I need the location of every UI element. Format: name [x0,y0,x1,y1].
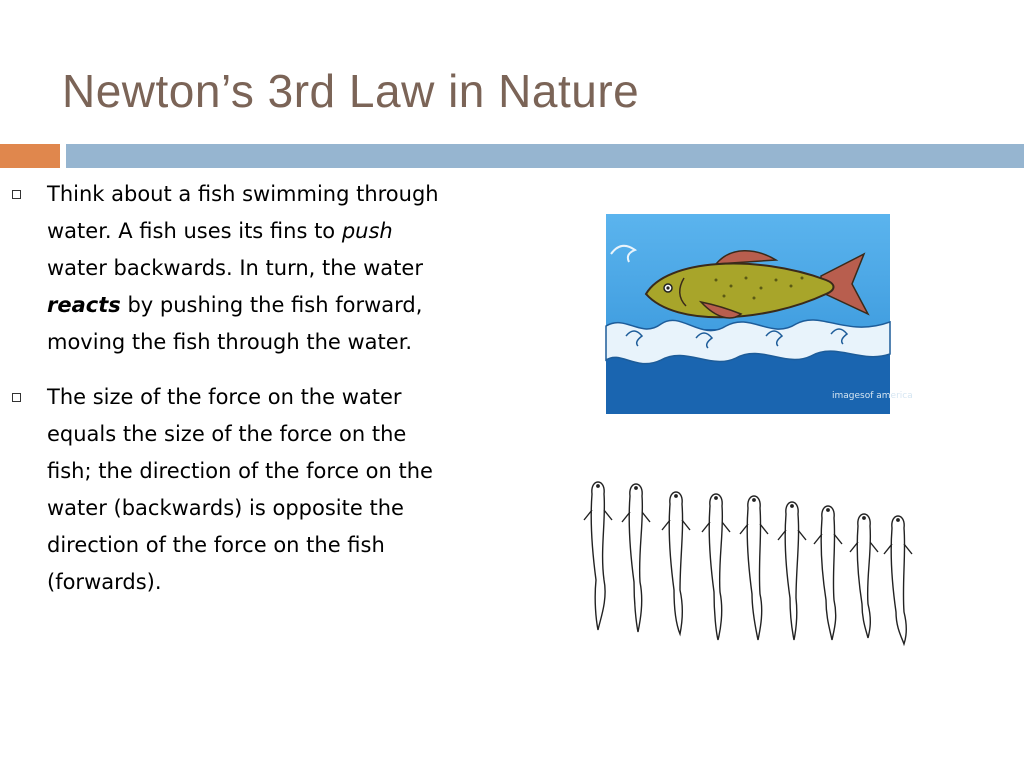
swimming-fish-sketch [584,482,612,630]
bullet-run: by pushing the fish forward, moving the fish through the water. [47,293,423,354]
emphasis-push: push [341,219,393,243]
swimming-fish-sketch [662,492,690,634]
swimming-fish-sketch [702,494,730,640]
fish-swimming-picture [606,214,913,414]
bullet-run: The size of the force on the water equals the size of the force on the fish; the direction of the force on the water (backwards) is opposite the direction of the force on the fish (forwards). [47,385,433,594]
square-bullet-icon [12,190,21,199]
bullet-item-force-size [10,379,440,601]
title-accent-bar-orange [0,144,60,168]
bullet-run: Think about a fish swimming through water. A fish uses its fins to [47,182,439,243]
swimming-fish-sketch [884,516,912,644]
emphasis-reacts: reacts [47,293,121,317]
title-accent-bar-blue [66,144,1024,168]
picture-watermark: imagesof america [832,391,913,401]
bullet-run: water backwards. In turn, the water [47,256,423,280]
fish-school-picture [572,470,924,650]
square-bullet-icon [12,393,21,402]
bullet-list [10,176,440,619]
bullet-item-fish-push [10,176,440,361]
swimming-fish-sketch [740,496,768,640]
fish-school-group [584,482,912,644]
swimming-fish-sketch [850,514,878,638]
swimming-fish-sketch [814,506,842,640]
swimming-fish-sketch [622,484,650,632]
swimming-fish-sketch [778,502,806,640]
slide-title: Newton’s 3rd Law in Nature [62,65,640,117]
